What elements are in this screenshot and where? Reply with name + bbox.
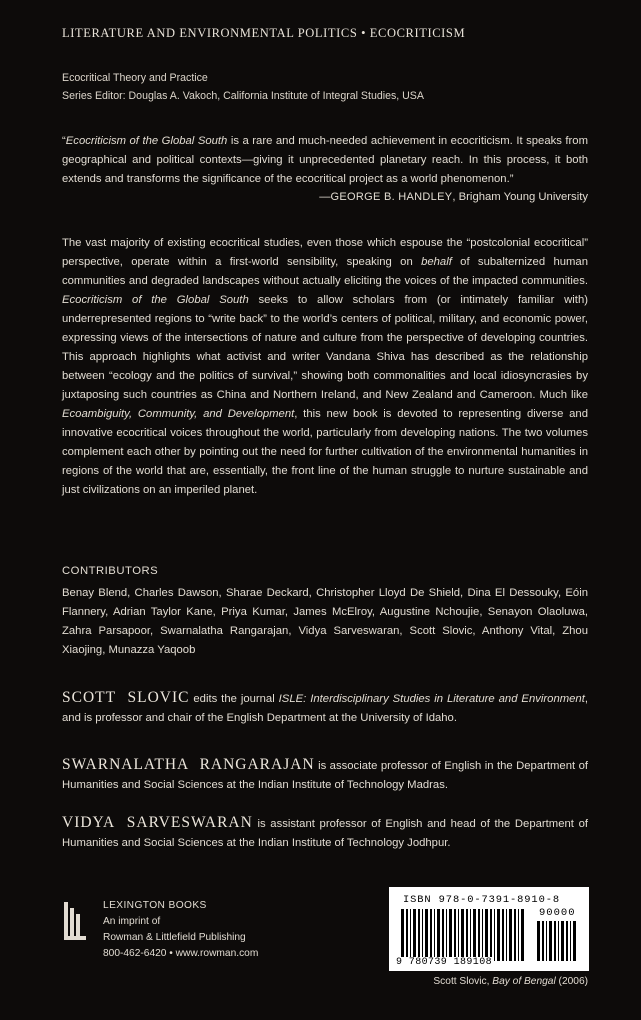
series-editor: Series Editor: Douglas A. Vakoch, California Institute of Integral Studies, USA — [62, 90, 424, 102]
contributors-heading: CONTRIBUTORS — [62, 565, 159, 577]
desc-part-4: , this new book is devoted to representing diverse and innovative ecocritical voices throughout the world, particularly from developing nations. The two volumes complement each other by pointing out the need for further cultivation of the environmental humanities in regions of the world that are, essentially, the front line of the human struggle to nurture sustainable and just civilizations on an imperiled planet. — [62, 408, 588, 496]
quote-book-title: Ecocriticism of the Global South — [65, 135, 228, 147]
publisher-name: LEXINGTON BOOKS — [103, 900, 207, 911]
price-code-bars — [537, 921, 579, 961]
journal-title: ISLE: Interdisciplinary Studies in Literature and Environment — [278, 693, 585, 705]
contributors-list: Benay Blend, Charles Dawson, Sharae Deckard, Christopher Lloyd De Shield, Dina El Dessouky, Eóin Flannery, Adrian Taylor Kane, Priya Kumar, James McElroy, Augustine Nchoujie, Senayon Olaoluwa, Zahra Parsapoor, Swarnalatha Rangarajan, Vidya Sarveswaran, Scott Slovic, Anthony Vital, Zhou Xiaojing, Munazza Yaqoob — [62, 587, 588, 656]
bio-text-2: , and is professor and chair of the English Department at the University of Idaho. — [62, 693, 588, 724]
series-info — [62, 69, 424, 105]
endorsement-attribution — [319, 191, 588, 203]
bio-text: edits the journal — [189, 693, 279, 705]
bio-vidya-sarveswaran — [62, 813, 588, 853]
book-description — [62, 234, 588, 500]
attribution-dash: — — [319, 191, 331, 203]
credit-artist: Scott Slovic, — [433, 976, 493, 987]
series-name: Ecocritical Theory and Practice — [62, 72, 208, 84]
desc-part-2: of subalternized human communities and degraded landscapes without actually eliciting the voices of the impacted communities. — [62, 256, 588, 287]
credit-work-title: Bay of Bengal — [492, 976, 556, 987]
endorser-affiliation: , Brigham Young University — [452, 191, 588, 203]
publisher-imprint: An imprint of — [103, 916, 161, 927]
desc-related-title: Ecoambiguity, Community, and Development — [62, 408, 295, 420]
credit-year: (2006) — [555, 976, 588, 987]
price-code: 90000 — [539, 907, 576, 919]
endorser-name: GEORGE B. HANDLEY — [330, 191, 453, 203]
bio-scott-slovic — [62, 688, 588, 728]
author-name: VIDYA SARVESWARAN — [62, 814, 253, 831]
bio-swarnalatha-rangarajan — [62, 755, 588, 795]
endorsement-quote — [62, 132, 588, 189]
desc-part-3: seeks to allow scholars from (or intimately familiar with) underrepresented regions to “write back” to the world’s centers of political, military, and economic power, expressing views of the intersections of nature and culture from the perspective of developing countries. This approach highlights what activist and writer Vandana Shiva has described as the relationship between “ecology and the politics of survival,” showing both commonalities and local idiosyncrasies by juxtaposing such countries as China and Northern Ireland, and New Zealand and Cameroon. Much like — [62, 294, 588, 401]
series-topline: LITERATURE AND ENVIRONMENTAL POLITICS • ECOCRITICISM — [62, 26, 466, 40]
bio-text: is associate professor of English in the Department of Humanities and Social Sciences at the Indian Institute of Technology Madras. — [62, 760, 588, 791]
author-name: SWARNALATHA RANGARAJAN — [62, 756, 315, 773]
desc-emphasis: behalf — [421, 256, 452, 268]
lexington-logo-icon — [64, 902, 86, 940]
publisher-parent: Rowman & Littlefield Publishing — [103, 932, 246, 943]
author-name: SCOTT SLOVIC — [62, 689, 190, 706]
publisher-contact: 800-462-6420 • www.rowman.com — [103, 948, 259, 959]
isbn-number: ISBN 978-0-7391-8910-8 — [403, 894, 560, 906]
ean-number: 9 780739 189108 — [396, 957, 493, 968]
desc-part-1: The vast majority of existing ecocritical studies, even those which espouse the “postcolonial ecocritical” perspective, operate within a first-world sensibility, speaking on — [62, 237, 588, 268]
quote-text: is a rare and much-needed achievement in ecocriticism. It speaks from geographical and political contexts—giving it unprecedented planetary reach. In this process, it both extends and transforms the significance of the ecocritical project as a world phenomenon.” — [62, 135, 589, 185]
bio-text: is assistant professor of English and head of the Department of Humanities and Social Sciences at the Indian Institute of Technology Jodhpur. — [62, 818, 588, 849]
publisher-block — [103, 898, 258, 962]
isbn-barcode — [389, 887, 589, 971]
desc-book-title: Ecocriticism of the Global South — [62, 294, 249, 306]
cover-art-credit — [433, 976, 588, 987]
open-quote: “ — [62, 135, 66, 147]
ean-barcode-bars — [401, 909, 527, 961]
